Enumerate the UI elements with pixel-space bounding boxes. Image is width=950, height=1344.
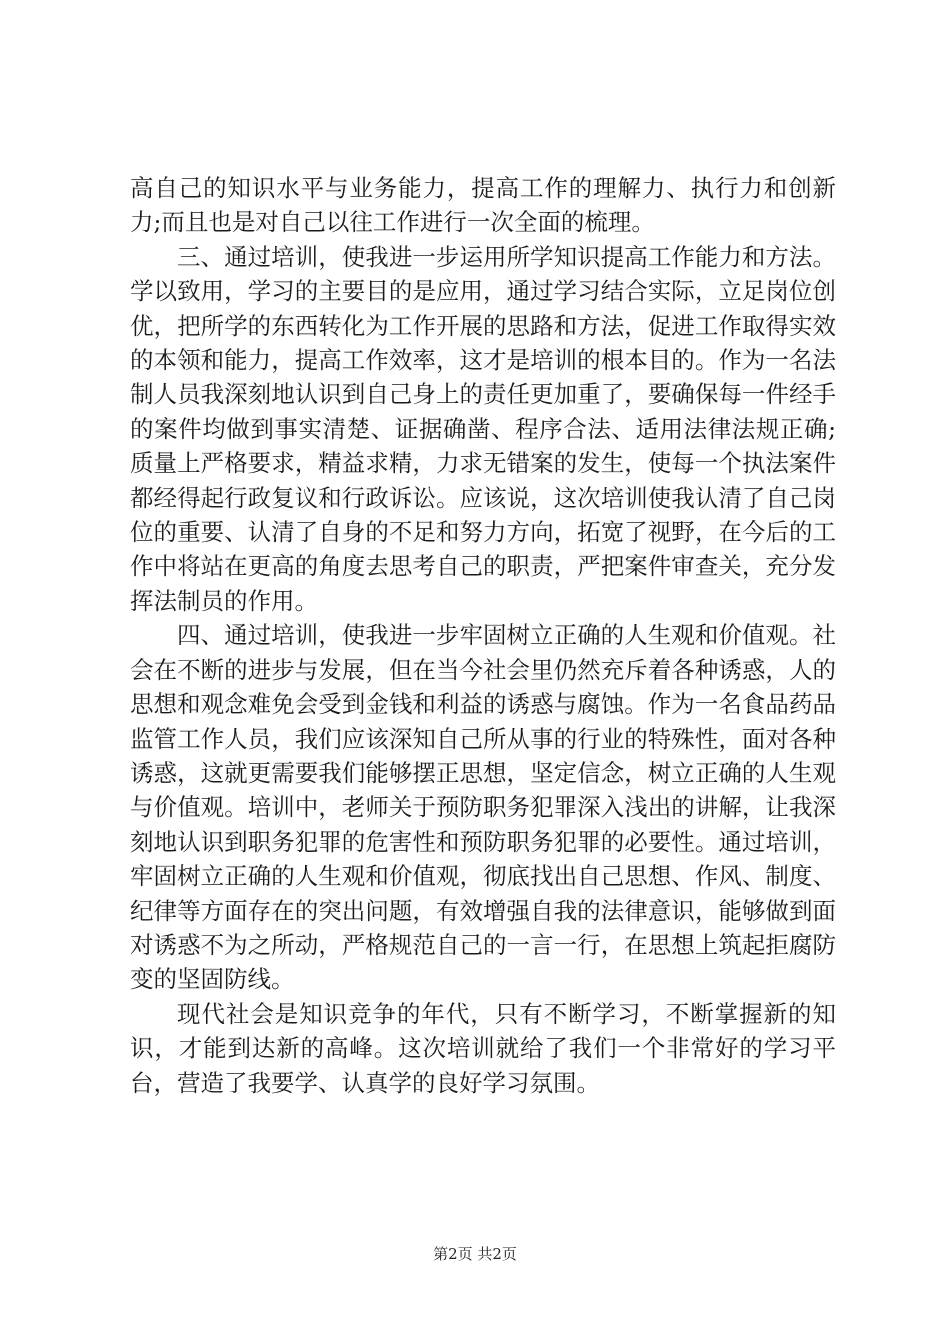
paragraph-section-three: 三、通过培训，使我进一步运用所学知识提高工作能力和方法。学以致用，学习的主要目的是应用，通过学习结合实际，立足岗位创优，把所学的东西转化为工作开展的思路和方法，促进工作取得实效的本领和能力，提高工作效率，这才是培训的根本目的。作为一名法制人员我深刻地认识到自己身上的责任更加重了，要确保每一件经手的案件均做到事实清楚、证据确凿、程序合法、适用法律法规正确;质量上严格要求，精益求精，力求无错案的发生，使每一个执法案件都经得起行政复议和行政诉讼。应该说，这次培训使我认清了自己岗位的重要、认清了自身的不足和努力方向，拓宽了视野，在今后的工作中将站在更高的角度去思考自己的职责，严把案件审查关，充分发挥法制员的作用。 xyxy=(130,242,836,615)
paragraph-section-four: 四、通过培训，使我进一步牢固树立正确的人生观和价值观。社会在不断的进步与发展，但在当今社会里仍然充斥着各种诱惑，人的思想和观念难免会受到金钱和利益的诱惑与腐蚀。作为一名食品药品监管工作人员，我们应该深知自己所从事的行业的特殊性，面对各种诱惑，这就更需要我们能够摆正思想，坚定信念，树立正确的人生观与价值观。培训中，老师关于预防职务犯罪深入浅出的讲解，让我深刻地认识到职务犯罪的危害性和预防职务犯罪的必要性。通过培训，牢固树立正确的人生观和价值观，彻底找出自己思想、作风、制度、纪律等方面存在的突出问题，有效增强自我的法律意识，能够做到面对诱惑不为之所动，严格规范自己的一言一行，在思想上筑起拒腐防变的坚固防线。 xyxy=(130,621,836,994)
document-body xyxy=(130,171,836,1100)
page-footer xyxy=(0,1244,950,1264)
paragraph-continuation: 高自己的知识水平与业务能力，提高工作的理解力、执行力和创新力;而且也是对自己以往工作进行一次全面的梳理。 xyxy=(130,174,836,237)
paragraph-conclusion: 现代社会是知识竞争的年代，只有不断学习，不断掌握新的知识，才能到达新的高峰。这次培训就给了我们一个非常好的学习平台，营造了我要学、认真学的良好学习氛围。 xyxy=(130,999,836,1097)
page-number-indicator: 第2页 共2页 xyxy=(433,1245,517,1263)
